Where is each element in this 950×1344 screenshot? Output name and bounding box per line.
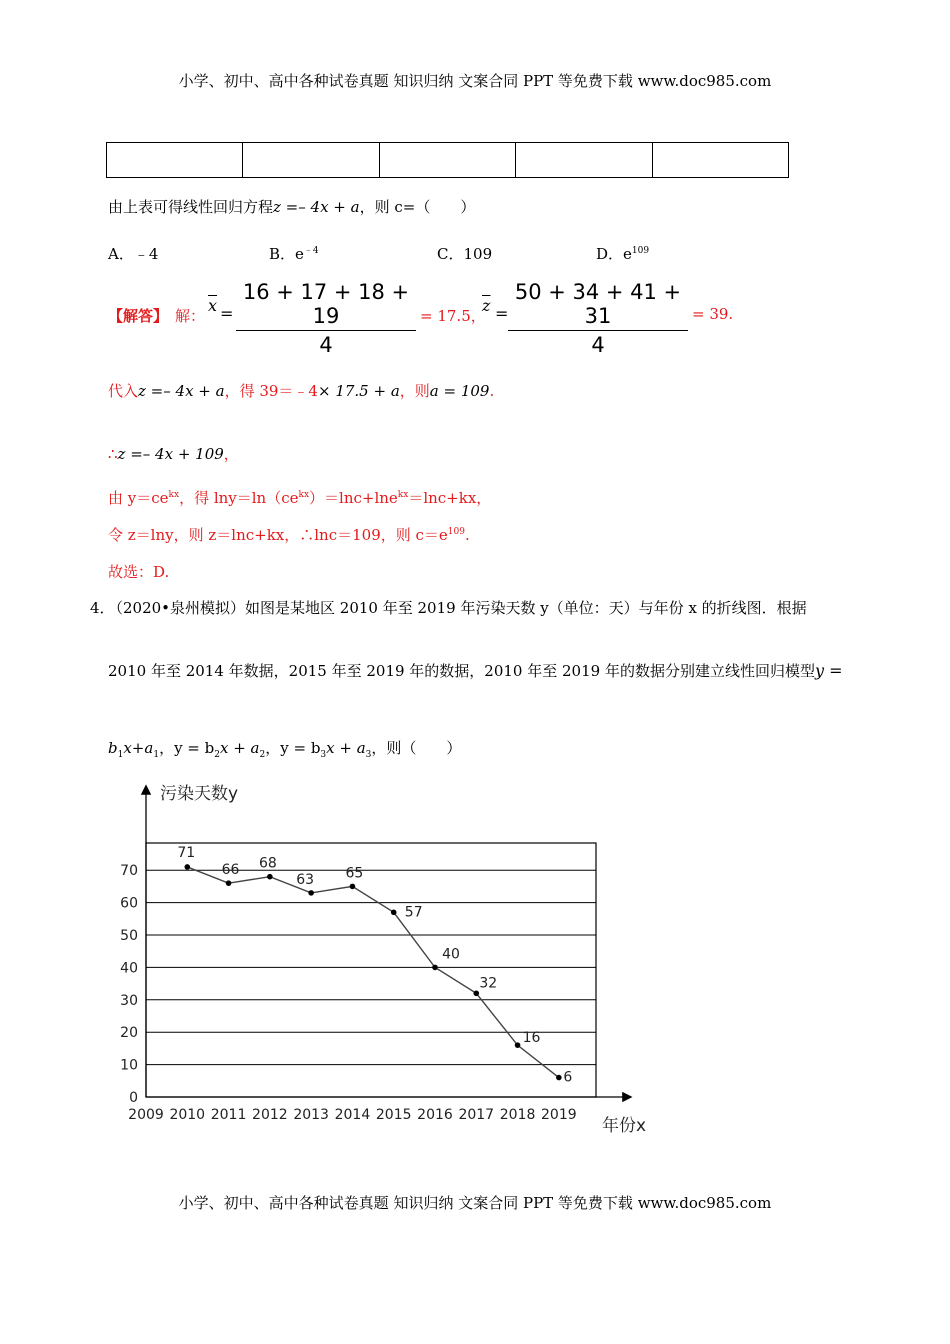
fraction-z-mean xyxy=(508,280,688,357)
option-d: D．$e^{109}$ xyxy=(596,245,650,263)
fraction-x-numerator: 16 + 17 + 18 + 19 xyxy=(242,280,410,328)
fraction-z-denominator: 4 xyxy=(591,333,605,357)
data-point xyxy=(556,1075,562,1081)
x-tick-label: 2019 xyxy=(541,1107,577,1123)
x-tick-label: 2010 xyxy=(169,1107,206,1123)
log-derivation-line: 由 $y=ce^{kx}$，得 $\ln y=\ln(ce^{kx})=\ln c+\ln e^{kx}=\ln c+kx$， xyxy=(108,489,492,507)
y-tick-label: 0 xyxy=(129,1090,138,1106)
data-point xyxy=(226,880,232,886)
x-axis-title: 年份x xyxy=(602,1116,647,1136)
equals-2: = xyxy=(495,304,509,323)
x-tick-label: 2011 xyxy=(210,1107,247,1123)
option-b: B．$e^{﹣4}$ xyxy=(269,245,319,263)
data-point xyxy=(515,1042,521,1048)
x-mean-result: = 17.5， xyxy=(420,307,486,325)
pollution-days-line-chart xyxy=(110,775,670,1145)
data-label: 40 xyxy=(442,946,460,963)
page-header: 小学、初中、高中各种试卷真题 知识归纳 文案合同 PPT 等免费下载 www.doc985.com xyxy=(178,72,772,90)
option-a: A．﹣4 xyxy=(108,245,159,263)
q4-line1: （2020•泉州模拟）如图是某地区 2010 年至 2019 年污染天数 y（单位：天）与年份 x 的折线图．根据 xyxy=(108,599,807,617)
y-tick-label: 10 xyxy=(120,1057,138,1074)
y-tick-label: 60 xyxy=(120,895,138,912)
x-tick-label: 2012 xyxy=(252,1107,288,1123)
x-tick-label: 2014 xyxy=(334,1107,371,1123)
fraction-x-denominator: 4 xyxy=(319,333,333,357)
data-point xyxy=(308,890,314,896)
x-tick-label: 2009 xyxy=(128,1107,164,1123)
data-point xyxy=(267,874,273,880)
data-label: 65 xyxy=(345,865,364,882)
x-tick-label: 2015 xyxy=(375,1107,412,1123)
z-mean-result: = 39. xyxy=(692,305,734,323)
series-line xyxy=(187,867,559,1078)
q3-stem-prefix: 由上表可得线性回归方程 xyxy=(108,198,274,216)
q4-number: 4． xyxy=(90,599,115,617)
x-tick-label: 2018 xyxy=(499,1107,536,1123)
data-table-empty-row xyxy=(106,142,789,178)
x-tick-label: 2013 xyxy=(293,1107,329,1123)
y-tick-label: 50 xyxy=(120,928,138,944)
let-z-line: 令 z＝lny，则 z＝lnc+kx，∴lnc＝109，则 $c=e^{109}$. xyxy=(108,526,470,544)
q4-line2: 2010 年至 2014 年数据，2015 年至 2019 年的数据，2010 年至 2019 年的数据分别建立线性回归模型y = xyxy=(108,661,843,680)
data-label: 71 xyxy=(177,844,196,861)
data-label: 68 xyxy=(258,855,277,872)
q3-stem xyxy=(108,196,475,217)
data-point xyxy=(350,884,356,890)
y-tick-label: 70 xyxy=(120,863,138,880)
solution-prefix: 解： xyxy=(175,307,206,325)
data-label: 16 xyxy=(522,1030,541,1047)
data-label: 66 xyxy=(221,862,240,879)
y-tick-label: 40 xyxy=(120,960,138,977)
therefore-line: ∴z =– 4x + 109， xyxy=(108,445,239,463)
solution-label: 【解答】 xyxy=(108,307,169,325)
page-footer: 小学、初中、高中各种试卷真题 知识归纳 文案合同 PPT 等免费下载 www.doc985.com xyxy=(178,1194,772,1212)
y-tick-label: 30 xyxy=(120,992,138,1009)
data-point xyxy=(184,864,190,870)
equals-1: = xyxy=(220,304,234,323)
y-tick-label: 20 xyxy=(120,1025,138,1042)
substitution-line: 代入z =– 4x + a，得 39＝﹣4× 17.5 + a，则a = 109. xyxy=(108,382,495,400)
q3-stem-suffix: ，则 c=（ ） xyxy=(359,198,476,216)
option-c: C．109 xyxy=(437,245,493,263)
x-tick-label: 2016 xyxy=(417,1107,453,1123)
data-label: 57 xyxy=(404,904,423,921)
q4-line3: $b_1x+a_1$，$y = b_2x + a_2$，$y = b_3x + a_3$，则（ ） xyxy=(108,739,462,760)
q3-stem-equation: z =– 4x + a xyxy=(273,198,360,216)
fraction-z-numerator: 50 + 34 + 41 + 31 xyxy=(514,280,682,328)
data-point xyxy=(473,991,479,997)
plot-frame xyxy=(146,843,596,1097)
data-point xyxy=(391,910,397,916)
data-label: 63 xyxy=(296,871,315,888)
y-axis-title: 污染天数y xyxy=(160,784,239,804)
data-label: 32 xyxy=(479,975,498,992)
xbar-symbol: $\overline{x}$ xyxy=(208,296,218,315)
data-label: 6 xyxy=(563,1069,573,1086)
answer-line: 故选：D. xyxy=(108,563,170,581)
data-point xyxy=(432,965,438,971)
x-tick-label: 2017 xyxy=(458,1107,495,1123)
zbar-symbol: $\overline{z}$ xyxy=(482,296,491,315)
fraction-x-mean xyxy=(236,280,416,357)
